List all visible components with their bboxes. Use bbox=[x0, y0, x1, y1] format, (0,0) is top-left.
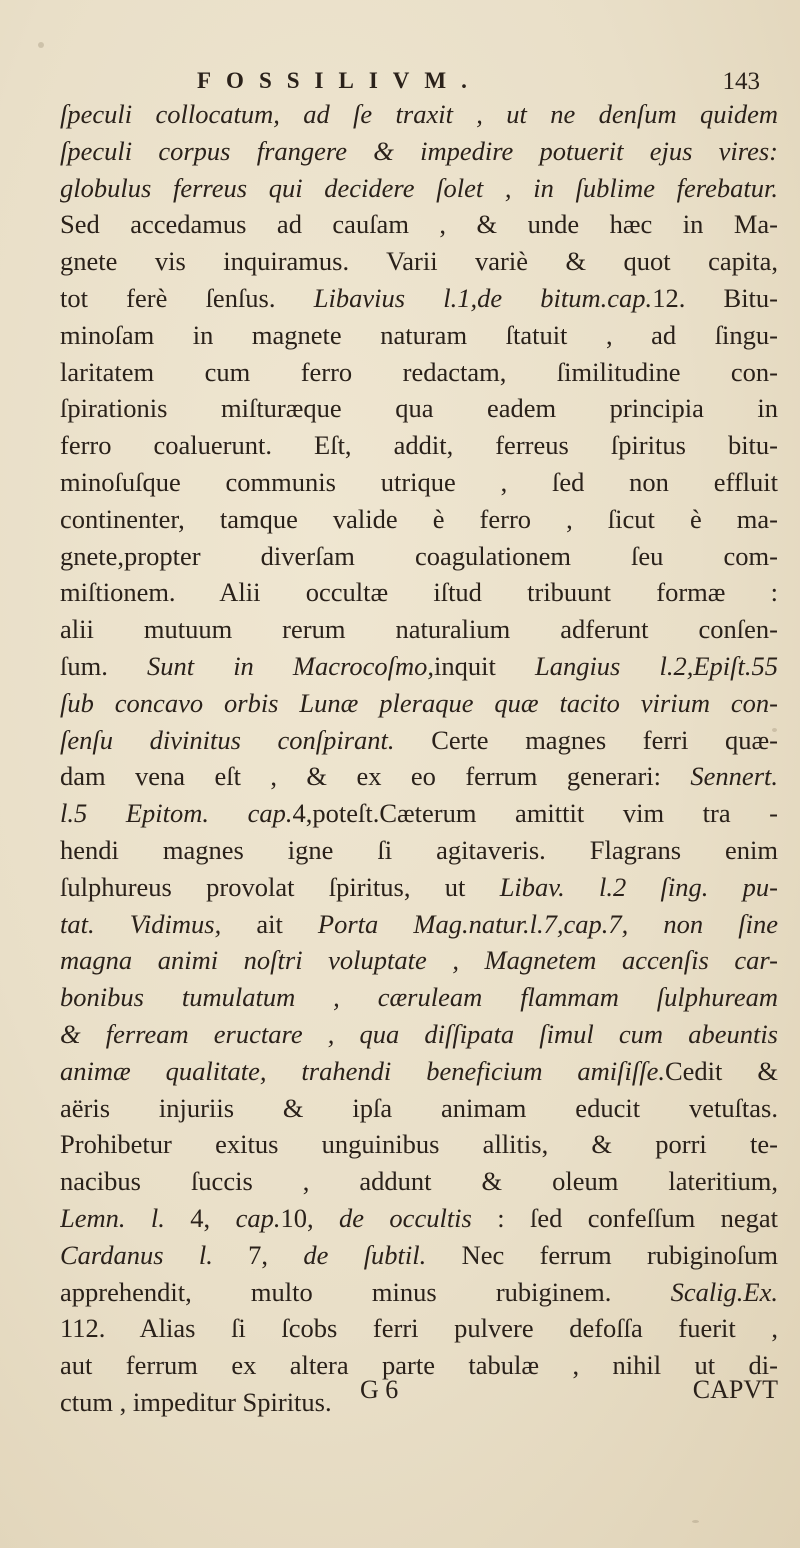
page-footer bbox=[60, 1375, 778, 1415]
roman-segment: hendi magnes igne ſi agitaveris. Flagrans enim bbox=[60, 834, 778, 865]
roman-segment: aëris injuriis & ipſa animam educit vetuſtas. bbox=[60, 1092, 778, 1123]
roman-segment: ferro coaluerunt. Eſt, addit, ferreus ſpiritus bitu- bbox=[60, 430, 778, 461]
italic-segment: de ſubtil. bbox=[303, 1239, 427, 1270]
roman-segment: Cedit & bbox=[665, 1055, 778, 1086]
text-line bbox=[60, 538, 778, 575]
text-line bbox=[60, 243, 778, 280]
italic-segment: l.5 Epitom. cap. bbox=[60, 798, 293, 829]
text-line bbox=[60, 280, 778, 317]
roman-segment: laritatem cum ferro redactam, ſimilitudine con- bbox=[60, 356, 778, 387]
text-line bbox=[60, 942, 778, 979]
text-line bbox=[60, 501, 778, 538]
text-line bbox=[60, 96, 778, 133]
italic-segment: ſub concavo orbis Lunæ pleraque quæ tacito virium con- bbox=[60, 687, 778, 718]
paper-speck bbox=[692, 1520, 699, 1523]
body-text bbox=[60, 96, 778, 1421]
page-number: 143 bbox=[722, 68, 760, 95]
roman-segment: 10, bbox=[280, 1202, 340, 1233]
italic-segment: Scalig.Ex. bbox=[670, 1276, 778, 1307]
paper-speck bbox=[772, 728, 777, 732]
text-line bbox=[60, 464, 778, 501]
text-line bbox=[60, 133, 778, 170]
roman-segment: inquit bbox=[433, 650, 535, 681]
text-line bbox=[60, 1016, 778, 1053]
roman-segment: gnete vis inquiramus. Varii variè & quot capita, bbox=[60, 246, 778, 277]
text-line bbox=[60, 170, 778, 207]
text-line bbox=[60, 1310, 778, 1347]
roman-segment: 112. Alias ſi ſcobs ferri pulvere defoſſa fuerit , bbox=[60, 1313, 778, 1344]
roman-segment: Nec ferrum rubiginoſum bbox=[426, 1239, 778, 1270]
roman-segment: ctum , impeditur Spiritus. bbox=[60, 1386, 332, 1417]
catchword: CAPVT bbox=[692, 1375, 778, 1404]
text-line bbox=[60, 1237, 778, 1274]
italic-segment: Langius l.2,Epiſt.55 bbox=[534, 650, 778, 681]
text-line bbox=[60, 354, 778, 391]
italic-segment: Libavius l.1,de bitum.cap. bbox=[313, 282, 653, 313]
text-line bbox=[60, 1274, 778, 1311]
text-line bbox=[60, 1200, 778, 1237]
text-line bbox=[60, 795, 778, 832]
italic-segment: Lemn. l. bbox=[60, 1202, 165, 1233]
italic-segment: ſpeculi collocatum, ad ſe traxit , ut ne denſum quidem bbox=[60, 99, 778, 129]
roman-segment: ait bbox=[221, 908, 318, 939]
italic-segment: Porta Mag.natur.l.7,cap.7, non ſine bbox=[317, 908, 778, 939]
text-line bbox=[60, 758, 778, 795]
roman-segment: nacibus ſuccis , addunt & oleum lateritium, bbox=[60, 1166, 778, 1197]
text-line bbox=[60, 1126, 778, 1163]
signature-mark: G 6 bbox=[360, 1375, 399, 1404]
roman-segment: dam vena eſt , & ex eo ferrum generari: bbox=[60, 761, 691, 792]
italic-segment: magna animi noſtri voluptate , Magnetem accenſis car- bbox=[60, 945, 778, 976]
roman-segment: aut ferrum ex altera parte tabulæ , nihil ut di- bbox=[60, 1350, 778, 1381]
text-line bbox=[60, 979, 778, 1016]
text-line bbox=[60, 1090, 778, 1127]
italic-segment: Libav. l.2 ſing. pu- bbox=[499, 871, 778, 902]
text-line bbox=[60, 869, 778, 906]
italic-segment: globulus ferreus qui decidere ſolet , in ſublime ferebatur. bbox=[60, 172, 778, 203]
roman-segment: apprehendit, multo minus rubiginem. bbox=[60, 1276, 671, 1307]
roman-segment: continenter, tamque valide è ferro , ſicut è ma- bbox=[60, 503, 778, 534]
roman-segment: gnete,propter diverſam coagulationem ſeu com- bbox=[60, 540, 778, 571]
roman-segment: ſum. bbox=[60, 650, 147, 681]
italic-segment: de occultis bbox=[339, 1202, 472, 1233]
roman-segment: ſpirationis miſturæque qua eadem principia in bbox=[60, 393, 778, 424]
roman-segment: alii mutuum rerum naturalium adferunt conſen- bbox=[60, 614, 778, 645]
roman-segment: Certe magnes ferri quæ- bbox=[394, 724, 778, 755]
italic-segment: cap. bbox=[235, 1202, 281, 1233]
italic-segment: Cardanus l. bbox=[60, 1239, 213, 1270]
running-title: FOSSILIVM. bbox=[197, 68, 482, 93]
text-line bbox=[60, 685, 778, 722]
running-head bbox=[60, 60, 760, 100]
text-line bbox=[60, 1053, 778, 1090]
italic-segment: & ferream eructare , qua diſſipata ſimul cum abeuntis bbox=[60, 1018, 778, 1049]
text-line bbox=[60, 206, 778, 243]
roman-segment: 4,poteſt.Cæterum amittit vim tra - bbox=[292, 798, 778, 829]
roman-segment: 7, bbox=[212, 1239, 304, 1270]
text-line bbox=[60, 574, 778, 611]
italic-segment: ſpeculi corpus frangere & impedire potuerit ejus vires: bbox=[60, 135, 778, 166]
italic-segment: bonibus tumulatum , cæruleam flammam ſulphuream bbox=[60, 982, 778, 1013]
italic-segment: ſenſu divinitus conſpirant. bbox=[60, 724, 395, 755]
text-line bbox=[60, 317, 778, 354]
roman-segment: tot ferè ſenſus. bbox=[60, 282, 314, 313]
text-line bbox=[60, 906, 778, 943]
italic-segment: Sunt in Macrocoſmo, bbox=[146, 650, 434, 681]
text-line bbox=[60, 427, 778, 464]
paper-speck bbox=[38, 42, 44, 48]
text-line bbox=[60, 832, 778, 869]
roman-segment: miſtionem. Alii occultæ iſtud tribuunt formæ : bbox=[60, 577, 778, 608]
text-line bbox=[60, 611, 778, 648]
roman-segment: 4, bbox=[164, 1202, 236, 1233]
roman-segment: minoſuſque communis utrique , ſed non effluit bbox=[60, 466, 778, 497]
italic-segment: tat. Vidimus, bbox=[60, 908, 222, 939]
roman-segment: minoſam in magnete naturam ſtatuit , ad ſingu- bbox=[60, 319, 778, 350]
roman-segment: Prohibetur exitus unguinibus allitis, & porri te- bbox=[60, 1129, 778, 1160]
italic-segment: Sennert. bbox=[690, 761, 778, 792]
text-line bbox=[60, 1163, 778, 1200]
text-line bbox=[60, 390, 778, 427]
italic-segment: animæ qualitate, trahendi beneficium amiſiſſe. bbox=[60, 1055, 665, 1086]
roman-segment: Sed accedamus ad cauſam , & unde hæc in Ma- bbox=[60, 209, 778, 240]
roman-segment: 12. Bitu- bbox=[652, 282, 778, 313]
text-line bbox=[60, 648, 778, 685]
text-line bbox=[60, 722, 778, 759]
roman-segment: : ſed confeſſum negat bbox=[471, 1202, 778, 1233]
roman-segment: ſulphureus provolat ſpiritus, ut bbox=[60, 871, 500, 902]
